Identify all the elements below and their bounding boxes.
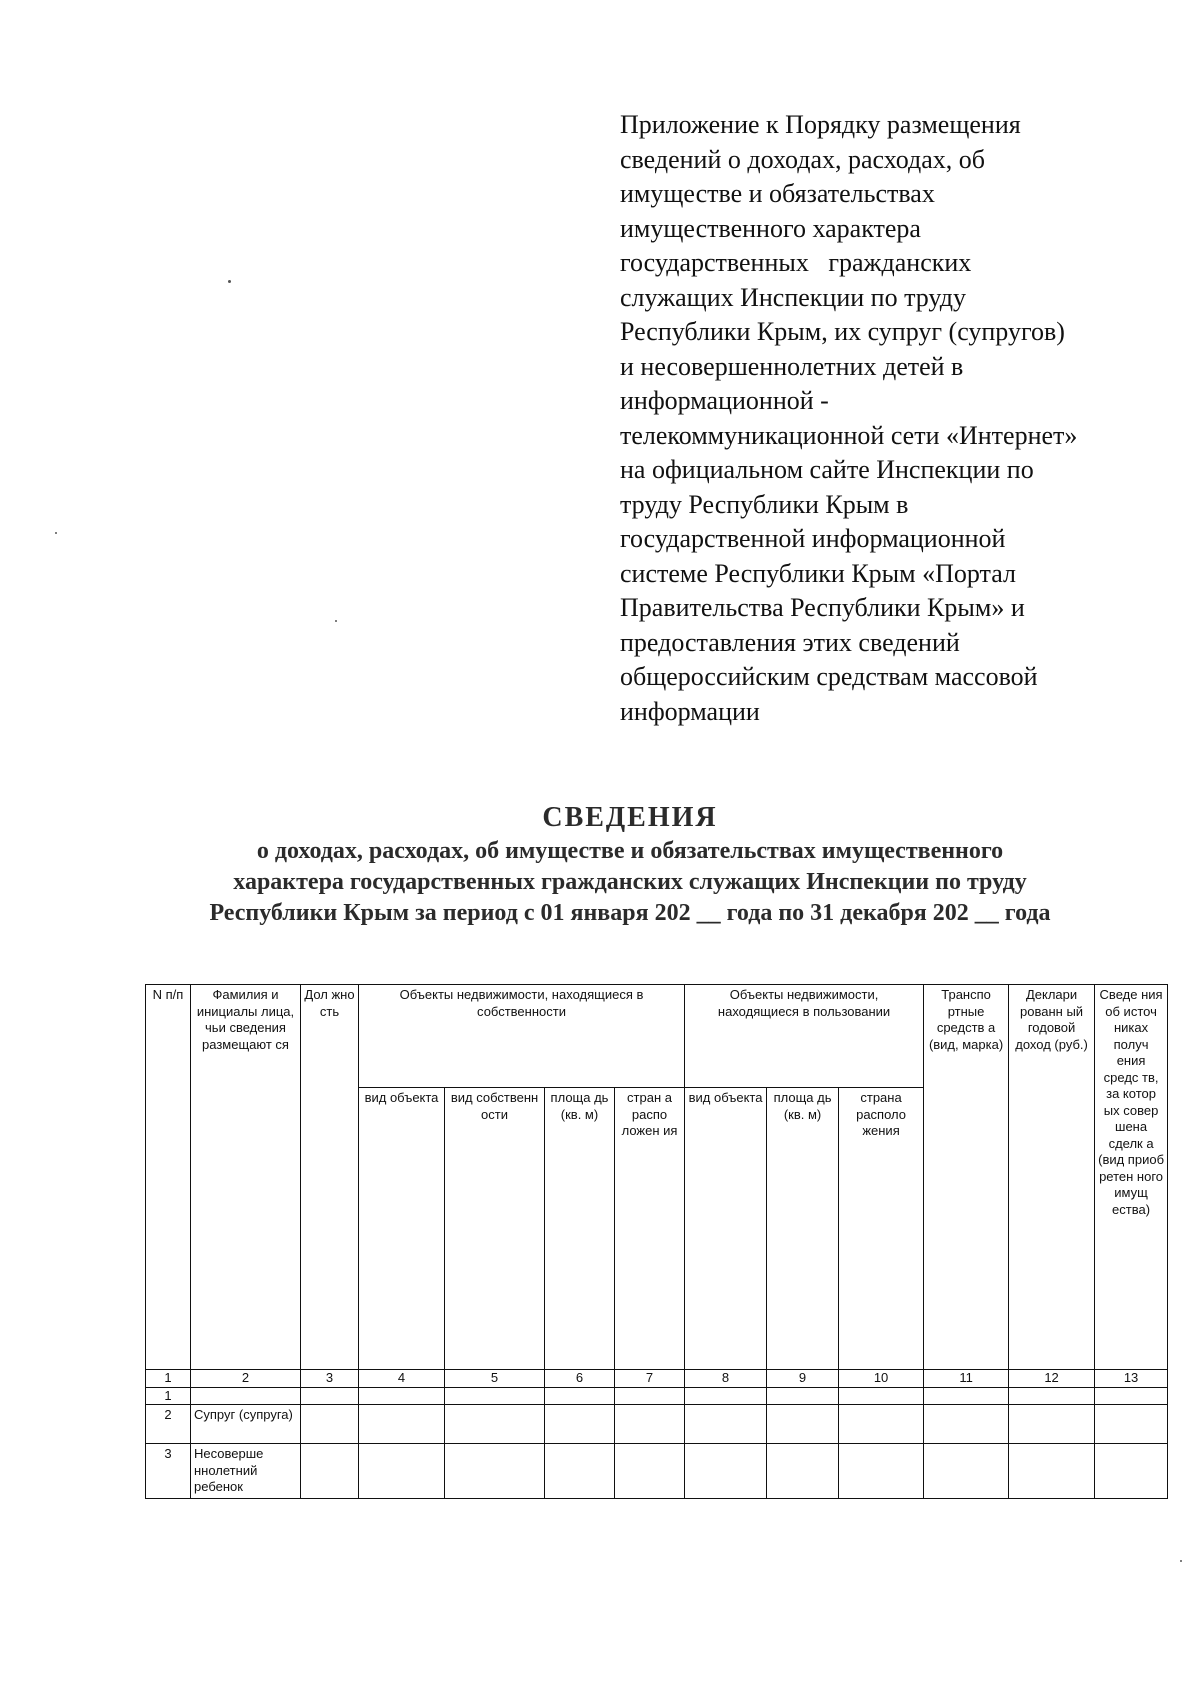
column-number: 9 xyxy=(767,1370,839,1388)
appendix-note xyxy=(620,108,1140,729)
empty-cell xyxy=(301,1387,359,1405)
appendix-line: предоставления этих сведений xyxy=(620,627,960,657)
empty-cell xyxy=(767,1387,839,1405)
empty-cell xyxy=(1009,1444,1095,1499)
empty-cell xyxy=(1095,1405,1168,1444)
row-num: 1 xyxy=(146,1387,191,1405)
row-name xyxy=(191,1387,301,1405)
column-number: 7 xyxy=(615,1370,685,1388)
scan-speck xyxy=(1180,1560,1182,1562)
appendix-line: имуществе и обязательствах xyxy=(620,179,935,208)
document-title: СВЕДЕНИЯ xyxy=(542,802,718,833)
column-number: 2 xyxy=(191,1370,301,1388)
row-num: 2 xyxy=(146,1405,191,1444)
empty-cell xyxy=(1095,1387,1168,1405)
empty-cell xyxy=(839,1387,924,1405)
empty-cell xyxy=(1009,1387,1095,1405)
appendix-line: системе Республики Крым «Портал xyxy=(620,558,1016,588)
table-row xyxy=(146,1444,1168,1499)
header-ownership-type: вид собственн ости xyxy=(445,1088,545,1370)
column-number-row xyxy=(146,1370,1168,1388)
empty-cell xyxy=(839,1444,924,1499)
empty-cell xyxy=(359,1405,445,1444)
empty-cell xyxy=(767,1444,839,1499)
table-header-row xyxy=(146,985,1168,1088)
empty-cell xyxy=(445,1405,545,1444)
appendix-line: на официальном сайте Инспекции по xyxy=(620,455,1034,484)
appendix-line: сведений о доходах, расходах, об xyxy=(620,144,985,174)
empty-cell xyxy=(359,1444,445,1499)
header-owned-country: стран а распо ложен ия xyxy=(615,1088,685,1370)
empty-cell xyxy=(615,1387,685,1405)
header-income: Деклари рованн ый годовой доход (руб.) xyxy=(1009,985,1095,1370)
header-owned-property: Объекты недвижимости, находящиеся в собственности xyxy=(359,985,685,1088)
empty-cell xyxy=(924,1405,1009,1444)
empty-cell xyxy=(615,1444,685,1499)
column-number: 4 xyxy=(359,1370,445,1388)
empty-cell xyxy=(685,1405,767,1444)
header-name: Фамилия и инициалы лица, чьи сведения размещают ся xyxy=(191,985,301,1370)
disclosure-table xyxy=(145,984,1168,1499)
header-used-property: Объекты недвижимости, находящиеся в пользовании xyxy=(685,985,924,1088)
appendix-line: государственной информационной xyxy=(620,524,1006,553)
column-number: 10 xyxy=(839,1370,924,1388)
empty-cell xyxy=(545,1387,615,1405)
column-number: 6 xyxy=(545,1370,615,1388)
header-transport: Транспо ртные средств а (вид, марка) xyxy=(924,985,1009,1370)
empty-cell xyxy=(685,1387,767,1405)
header-num: N п/п xyxy=(146,985,191,1370)
empty-cell xyxy=(301,1405,359,1444)
document-subtitle-line: о доходах, расходах, об имуществе и обязательствах имущественного xyxy=(256,838,1004,864)
row-name: Супруг (супруга) xyxy=(191,1405,301,1444)
empty-cell xyxy=(1095,1444,1168,1499)
appendix-line: Приложение к Порядку размещения xyxy=(620,110,1021,139)
scan-speck xyxy=(228,280,231,283)
header-used-area: площа дь (кв. м) xyxy=(767,1088,839,1370)
empty-cell xyxy=(924,1444,1009,1499)
appendix-line: информационной - xyxy=(620,386,829,415)
column-number: 13 xyxy=(1095,1370,1168,1388)
header-owned-area: площа дь (кв. м) xyxy=(545,1088,615,1370)
document-subtitle-line: Республики Крым за период с 01 января 202 __ года по 31 декабря 202 __ года xyxy=(209,900,1051,926)
empty-cell xyxy=(924,1387,1009,1405)
empty-cell xyxy=(359,1387,445,1405)
appendix-line: труду Республики Крым в xyxy=(620,489,909,519)
appendix-line: государственных гражданских xyxy=(620,248,972,277)
header-sources: Сведе ния об источ никах получ ения средс тв, за котор ых совер шена сделк а (вид приоб ретен ного имущ ества) xyxy=(1095,985,1168,1370)
empty-cell xyxy=(767,1405,839,1444)
scan-speck xyxy=(55,532,57,534)
column-number: 5 xyxy=(445,1370,545,1388)
row-num: 3 xyxy=(146,1444,191,1499)
appendix-line: телекоммуникационной сети «Интернет» xyxy=(620,420,1078,450)
appendix-line: и несовершеннолетних детей в xyxy=(620,351,964,381)
empty-cell xyxy=(615,1405,685,1444)
appendix-line: служащих Инспекции по труду xyxy=(620,282,967,312)
scan-speck xyxy=(335,620,337,622)
column-number: 11 xyxy=(924,1370,1009,1388)
appendix-line: Правительства Республики Крым» и xyxy=(620,593,1025,622)
empty-cell xyxy=(445,1387,545,1405)
appendix-line: Республики Крым, их супруг (супругов) xyxy=(620,317,1065,346)
empty-cell xyxy=(1009,1405,1095,1444)
column-number: 3 xyxy=(301,1370,359,1388)
empty-cell xyxy=(301,1444,359,1499)
column-number: 1 xyxy=(146,1370,191,1388)
appendix-line: имущественного характера xyxy=(620,213,921,243)
header-used-type: вид объекта xyxy=(685,1088,767,1370)
document-heading xyxy=(120,800,1140,929)
row-name: Несоверше ннолетний ребенок xyxy=(191,1444,301,1499)
appendix-line: общероссийским средствам массовой xyxy=(620,662,1038,691)
empty-cell xyxy=(545,1444,615,1499)
appendix-line: информации xyxy=(620,696,760,726)
empty-cell xyxy=(445,1444,545,1499)
header-used-country: страна располо жения xyxy=(839,1088,924,1370)
document-subtitle-line: характера государственных гражданских служащих Инспекции по труду xyxy=(233,869,1027,895)
column-number: 8 xyxy=(685,1370,767,1388)
table-row xyxy=(146,1387,1168,1405)
empty-cell xyxy=(839,1405,924,1444)
table-row xyxy=(146,1405,1168,1444)
header-position: Дол жно сть xyxy=(301,985,359,1370)
header-owned-type: вид объекта xyxy=(359,1088,445,1370)
column-number: 12 xyxy=(1009,1370,1095,1388)
empty-cell xyxy=(685,1444,767,1499)
empty-cell xyxy=(545,1405,615,1444)
